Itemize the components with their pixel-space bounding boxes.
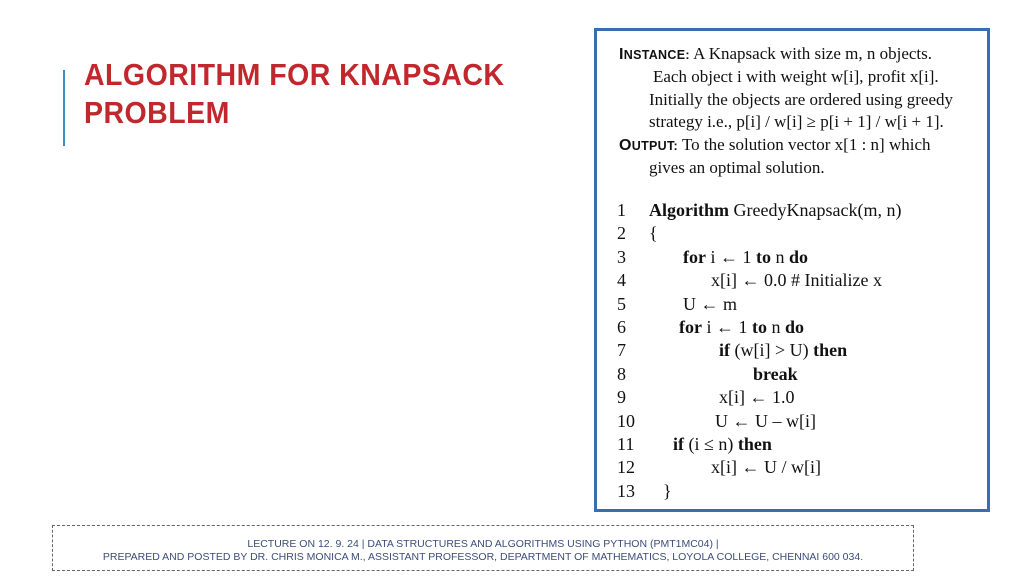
instance-label: INSTANCE: <box>619 46 690 63</box>
code-text: if (w[i] > U) then <box>719 340 848 361</box>
line-number: 13 <box>617 480 635 501</box>
slide-footer <box>52 525 914 571</box>
line-number: 5 <box>617 293 626 314</box>
line-number: 7 <box>617 340 626 361</box>
instance-text-2: Each object i with weight w[i], profit x[i]. <box>653 67 939 87</box>
code-text: x[i] ← 0.0 # Initialize x <box>711 270 882 291</box>
output-label: OUTPUT: <box>619 136 678 154</box>
slide-title-line-1: ALGORITHM FOR KNAPSACK <box>84 57 505 92</box>
code-text: break <box>753 363 798 384</box>
footer-line-1: LECTURE ON 12. 9. 24 | DATA STRUCTURES AND ALGORITHMS USING PYTHON (PMT1MC04) | <box>247 538 719 550</box>
instance-line <box>619 43 989 66</box>
instance-text-1: A Knapsack with size m, n objects. <box>689 44 933 63</box>
code-text: U ← U – w[i] <box>715 410 816 431</box>
code-text: x[i] ← 1.0 <box>719 387 795 408</box>
line-number: 11 <box>617 433 635 454</box>
line-number: 4 <box>617 270 626 291</box>
instance-text-3: Initially the objects are ordered using greedy <box>649 89 953 109</box>
footer-line-2: PREPARED AND POSTED BY DR. CHRIS MONICA M., ASSISTANT PROFESSOR, DEPARTMENT OF MATHEMATICS, LOYOLA COLLEGE, CHENNAI 600 034. <box>102 551 864 563</box>
code-text: } <box>663 480 672 501</box>
instance-text-4: strategy i.e., p[i] / w[i] ≥ p[i + 1] / w[i + 1]. <box>649 112 944 132</box>
code-text: x[i] ← U / w[i] <box>711 457 822 478</box>
algorithm-figure <box>594 28 990 512</box>
line-number: 10 <box>617 410 635 431</box>
title-accent-bar <box>63 70 65 146</box>
code-text: for i ← 1 to n do <box>679 316 805 337</box>
output-line <box>619 134 989 157</box>
output-text-2: gives an optimal solution. <box>649 158 825 178</box>
line-number: 2 <box>617 223 626 244</box>
line-number: 3 <box>617 246 626 267</box>
code-text: for i ← 1 to n do <box>683 246 809 267</box>
algorithm-spec <box>619 43 989 179</box>
code-text: { <box>649 223 658 244</box>
line-number: 8 <box>617 363 626 384</box>
code-text: Algorithm GreedyKnapsack(m, n) <box>649 200 902 220</box>
line-number: 9 <box>617 387 626 408</box>
code-text: U ← m <box>683 293 738 314</box>
line-number: 1 <box>617 200 626 220</box>
output-text-1: To the solution vector x[1 : n] which <box>678 134 931 154</box>
line-number: 12 <box>617 457 635 478</box>
slide-title <box>84 56 516 132</box>
code-text: if (i ≤ n) then <box>673 433 772 454</box>
slide-title-line-2: PROBLEM <box>84 95 230 130</box>
line-number: 6 <box>617 316 626 337</box>
